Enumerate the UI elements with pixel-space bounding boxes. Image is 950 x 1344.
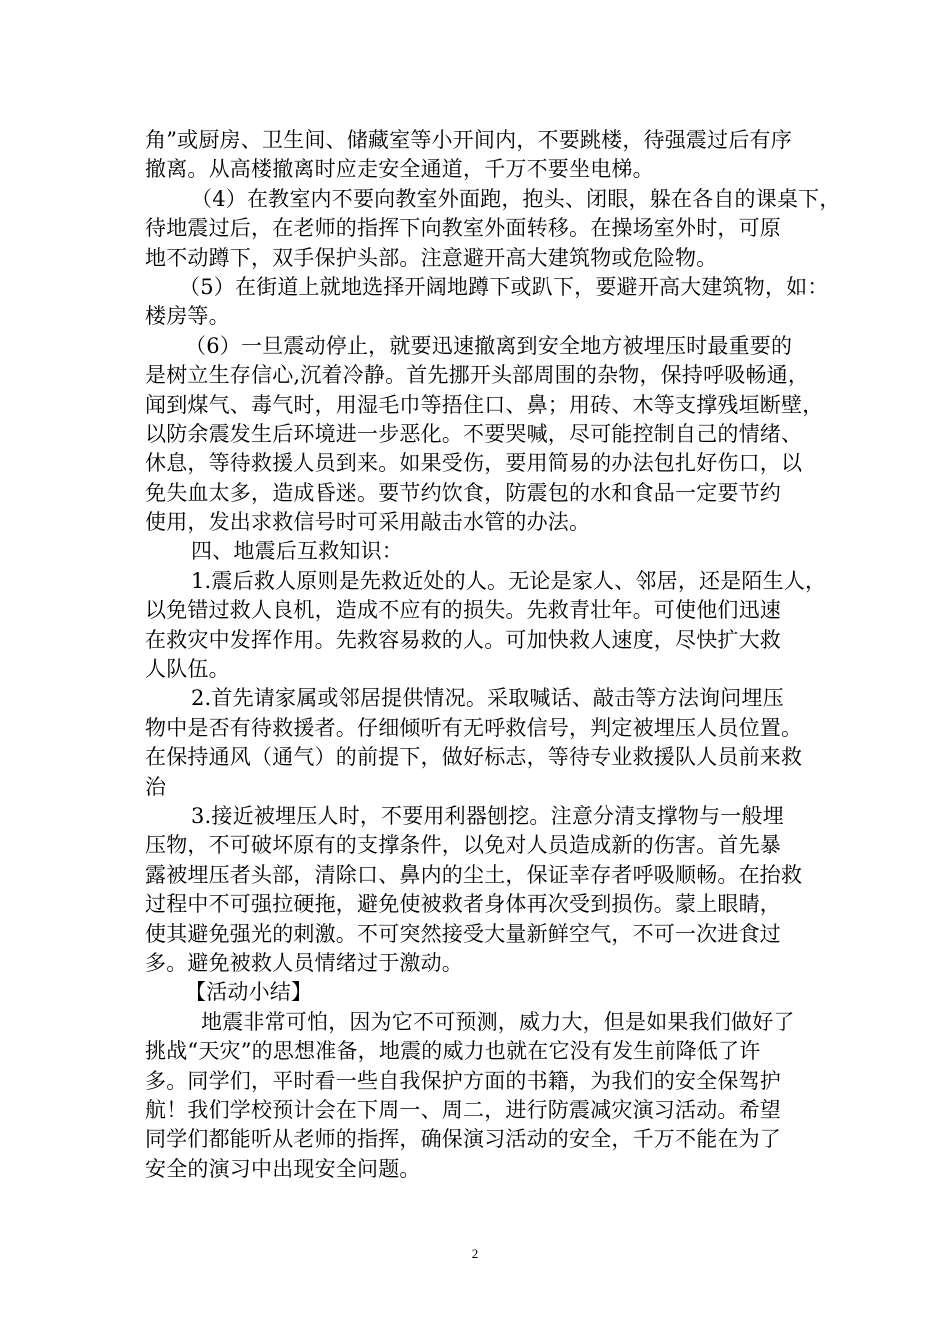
text-line: 是树立生存信心,沉着冷静。首先挪开头部周围的杂物，保持呼吸畅通， xyxy=(145,363,810,388)
text-line: 使其避免强光的刺激。不可突然接受大量新鲜空气，不可一次进食过 xyxy=(145,921,781,946)
text-line: 楼房等。 xyxy=(145,304,230,329)
text-line: （6）一旦震动停止，就要迅速撤离到安全地方被埋压时最重要的 xyxy=(185,333,793,358)
text-line: 过程中不可强拉硬拖，避免使被救者身体再次受到损伤。蒙上眼睛， xyxy=(145,892,781,917)
text-line: 2.首先请家属或邻居提供情况。采取喊话、敲击等方法询问埋压 xyxy=(191,686,784,711)
document-page xyxy=(145,126,841,1184)
text-line: 以防余震发生后环境进一步恶化。不要哭喊，尽可能控制自己的情绪、 xyxy=(145,421,803,446)
section-heading-mutual-rescue xyxy=(145,537,809,566)
section-heading-summary xyxy=(145,978,809,1007)
text-line: 航！我们学校预计会在下周一、周二，进行防震减灾演习活动。希望 xyxy=(145,1097,781,1122)
text-line: 地震非常可怕，因为它不可预测，威力大，但是如果我们做好了 xyxy=(201,1009,795,1034)
text-line: 休息，等待救援人员到来。如果受伤，要用简易的办法包扎好伤口，以 xyxy=(145,451,803,476)
text-line: 四、地震后互救知识： xyxy=(191,539,403,564)
text-line: 在保持通风（通气）的前提下，做好标志，等待专业救援队人员前来救 xyxy=(145,745,803,770)
text-line: 地不动蹲下，双手保护头部。注意避开高大建筑物或危险物。 xyxy=(145,245,718,270)
paragraph-rescue-1 xyxy=(145,567,827,685)
text-line: 使用，发出求救信号时可采用敲击水管的办法。 xyxy=(145,510,591,535)
page-number: 2 xyxy=(471,1246,479,1261)
paragraph-rescue-2 xyxy=(145,684,809,802)
text-line: 多。同学们，平时看一些自我保护方面的书籍，为我们的安全保驾护 xyxy=(145,1068,781,1093)
text-line: 在救灾中发挥作用。先救容易救的人。可加快救人速度，尽快扩大救 xyxy=(145,627,781,652)
text-line: 角”或厨房、卫生间、储藏室等小开间内，不要跳楼，待强震过后有序 xyxy=(145,128,792,152)
text-line: 治 xyxy=(145,774,167,799)
text-line: 1.震后救人原则是先救近处的人。无论是家人、邻居，还是陌生人， xyxy=(191,568,827,593)
text-line: 露被埋压者头部，清除口、鼻内的尘土，保证幸存者呼吸顺畅。在抬救 xyxy=(145,862,803,887)
text-line: （5）在街道上就地选择开阔地蹲下或趴下，要避开高大建筑物，如： xyxy=(179,274,829,299)
text-line: 同学们都能听从老师的指挥，确保演习活动的安全，千万不能在为了 xyxy=(145,1127,781,1152)
paragraph-item-6 xyxy=(145,332,824,538)
text-line: 免失血太多，造成昏迷。要节约饮食，防震包的水和食品一定要节约 xyxy=(145,480,781,505)
text-line: 闻到煤气、毒气时，用湿毛巾等捂住口、鼻；用砖、木等支撑残垣断壁， xyxy=(145,392,824,417)
text-line: 压物，不可破坏原有的支撑条件，以免对人员造成新的伤害。首先暴 xyxy=(145,833,781,858)
text-line: 人队伍。 xyxy=(145,657,230,682)
paragraph-summary xyxy=(145,1008,809,1184)
paragraph-rescue-3 xyxy=(145,802,809,978)
paragraph-item-4 xyxy=(145,185,841,273)
text-line: 撤离。从高楼撤离时应走安全通道，千万不要坐电梯。 xyxy=(145,157,654,182)
text-line: 物中是否有待救援者。仔细倾听有无呼救信号，判定被埋压人员位置。 xyxy=(145,715,803,740)
text-line: （4）在教室内不要向教室外面跑，抱头、闭眼，躲在各自的课桌下， xyxy=(191,186,841,211)
text-line: 挑战“天灾”的思想准备，地震的威力也就在它没有发生前降低了许 xyxy=(145,1039,761,1064)
text-line: 安全的演习中出现安全问题。 xyxy=(145,1156,421,1181)
paragraph-item-5 xyxy=(145,273,829,332)
text-line: 以免错过救人良机，造成不应有的损失。先救青壮年。可使他们迅速 xyxy=(145,598,781,623)
text-line: 待地震过后，在老师的指挥下向教室外面转移。在操场室外时，可原 xyxy=(145,216,781,241)
text-line: 多。避免被救人员情绪过于激动。 xyxy=(145,950,463,975)
text-line: 3.接近被埋压人时，不要用利器刨挖。注意分清支撑物与一般埋 xyxy=(191,803,784,828)
paragraph-evacuation-continued xyxy=(145,126,809,185)
text-line: 【活动小结】 xyxy=(185,980,313,1005)
